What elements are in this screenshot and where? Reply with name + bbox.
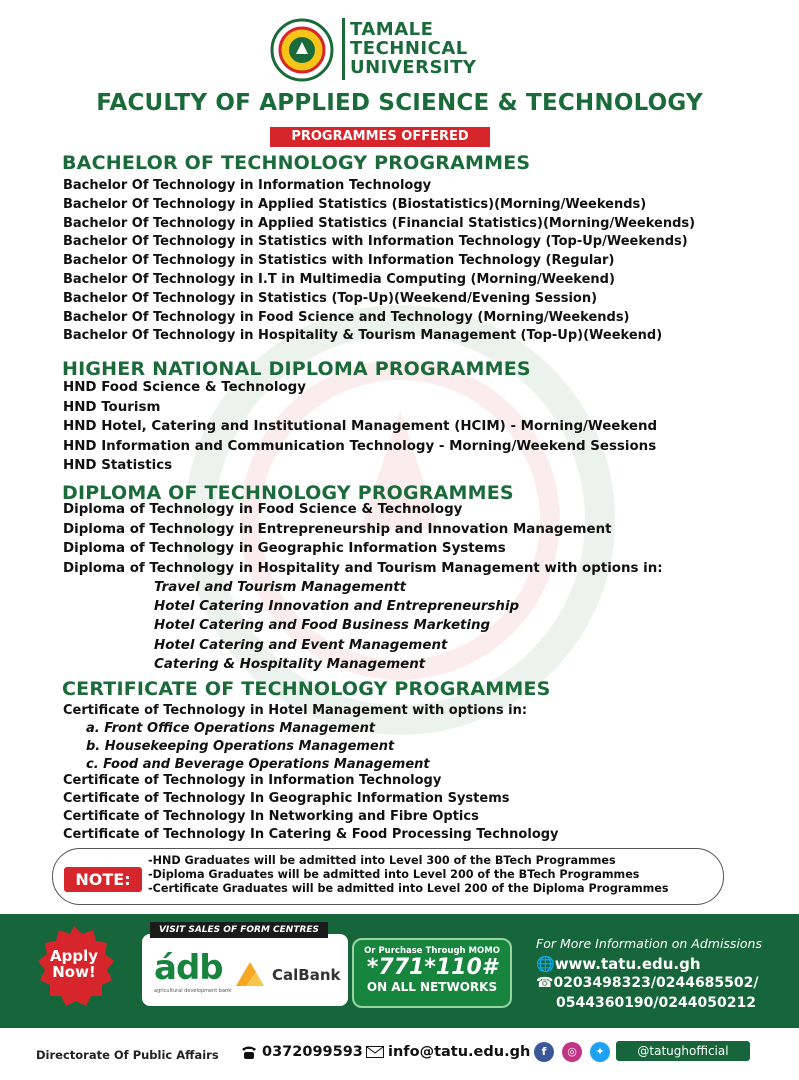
header	[0, 14, 799, 84]
momo-code: *771*110#	[366, 955, 498, 980]
note-line: -Certificate Graduates will be admitted into Level 200 of the Diploma Programmes	[148, 882, 669, 895]
info-title: For More Information on Admissions	[536, 936, 762, 951]
faculty-title: FACULTY OF APPLIED SCIENCE & TECHNOLOGY	[96, 90, 703, 116]
university-logo-icon	[270, 18, 334, 82]
list-item: HND Hotel, Catering and Institutional Management (HCIM) - Morning/Weekend	[63, 419, 658, 435]
info-panel	[536, 936, 762, 1013]
list-item: Certificate of Technology in Information Technology	[63, 773, 442, 788]
list-item: Certificate of Technology In Networking and Fibre Optics	[63, 809, 479, 824]
email-link[interactable]: info@tatu.edu.gh	[388, 1044, 531, 1060]
list-item: Bachelor Of Technology in Food Science and Technology (Morning/Weekends)	[63, 309, 630, 325]
list-item: HND Tourism	[63, 399, 161, 415]
list-item: Diploma of Technology in Hospitality and Tourism Management with options in:	[63, 560, 663, 576]
note-line: -Diploma Graduates will be admitted into Level 200 of the BTech Programmes	[148, 868, 640, 881]
list-item: Bachelor Of Technology in Applied Statistics (Biostatistics)(Morning/Weekends)	[63, 196, 647, 212]
option-item: Travel and Tourism Managementt	[154, 580, 407, 595]
list-item: Bachelor Of Technology in Applied Statistics (Financial Statistics)(Morning/Weekends)	[63, 215, 696, 231]
certificate-options	[86, 720, 430, 774]
logo-divider	[342, 18, 345, 80]
apply-line: Now!	[52, 963, 96, 981]
programmes-offered-badge: PROGRAMMES OFFERED	[270, 127, 490, 147]
list-item: Bachelor Of Technology in I.T in Multimedia Computing (Morning/Weekend)	[63, 271, 615, 287]
list-item: Bachelor Of Technology in Statistics (Top-Up)(Weekend/Evening Session)	[63, 290, 598, 306]
diploma-section-title: DIPLOMA OF TECHNOLOGY PROGRAMMES	[62, 482, 514, 504]
list-item: HND Statistics	[63, 458, 173, 474]
diploma-list	[63, 500, 663, 578]
phone-row	[536, 973, 762, 993]
instagram-icon[interactable]: ◎	[562, 1042, 582, 1062]
phone-icon: ☎	[536, 975, 554, 991]
note-tag: NOTE:	[64, 867, 142, 892]
website-row[interactable]	[536, 955, 762, 973]
note-lines	[148, 854, 669, 896]
momo-panel	[352, 938, 512, 1008]
momo-networks: ON ALL NETWORKS	[366, 980, 498, 994]
certificate-intro: Certificate of Technology in Hotel Management with options in:	[63, 703, 528, 718]
uni-name-line: TAMALE	[350, 19, 434, 40]
calbank-label: CalBank	[272, 966, 341, 984]
apply-now-label[interactable]	[32, 948, 116, 980]
diploma-options	[154, 578, 519, 674]
adb-logo: ádb	[154, 948, 223, 988]
bachelor-section-title: BACHELOR OF TECHNOLOGY PROGRAMMES	[62, 152, 531, 174]
phones-line: 0203498323/0244685502/	[553, 975, 759, 991]
telephone-icon	[240, 1044, 258, 1060]
phones-line-2: 0544360190/0244050212	[556, 995, 756, 1011]
option-item: c. Food and Beverage Operations Management	[86, 757, 430, 772]
note-line: -HND Graduates will be admitted into Level 300 of the BTech Programmes	[148, 854, 616, 867]
apply-line: Apply	[49, 947, 98, 965]
list-item: Certificate of Technology In Catering & Food Processing Technology	[63, 827, 559, 842]
university-name	[350, 20, 476, 77]
certificate-section-title: CERTIFICATE OF TECHNOLOGY PROGRAMMES	[62, 678, 551, 700]
adb-subtitle: agricultural development bank	[154, 988, 232, 994]
list-item: Diploma of Technology in Food Science & Technology	[63, 502, 463, 517]
website-link[interactable]: www.tatu.edu.gh	[554, 955, 701, 973]
twitter-icon[interactable]: ✦	[590, 1042, 610, 1062]
list-item: Bachelor Of Technology in Statistics with Information Technology (Regular)	[63, 253, 615, 269]
social-handle[interactable]: @tatughofficial	[616, 1041, 750, 1061]
list-item: HND Food Science & Technology	[63, 380, 306, 395]
list-item: Bachelor Of Technology in Statistics with Information Technology (Top-Up/Weekends)	[63, 234, 688, 250]
list-item: Diploma of Technology in Geographic Information Systems	[63, 541, 506, 557]
visit-label: VISIT SALES OF FORM CENTRES	[150, 922, 328, 938]
option-item: Catering & Hospitality Management	[154, 656, 426, 672]
certificate-list	[63, 772, 559, 844]
uni-name-line: UNIVERSITY	[350, 57, 477, 78]
option-item: b. Housekeeping Operations Management	[86, 739, 395, 754]
list-item: HND Information and Communication Technology - Morning/Weekend Sessions	[63, 438, 657, 454]
option-item: Hotel Catering and Event Management	[154, 637, 448, 653]
bachelor-list	[63, 177, 695, 346]
facebook-icon[interactable]: f	[534, 1042, 554, 1062]
momo-label: Or Purchase Through MOMO	[364, 946, 500, 956]
list-item: Bachelor Of Technology in Information Technology	[63, 178, 432, 193]
hnd-list	[63, 378, 657, 476]
calbank-logo-icon	[232, 958, 268, 990]
option-item: a. Front Office Operations Management	[86, 721, 376, 736]
list-item: Bachelor Of Technology in Hospitality & Tourism Management (Top-Up)(Weekend)	[63, 328, 663, 344]
list-item: Diploma of Technology in Entrepreneurship and Innovation Management	[63, 521, 612, 537]
option-item: Hotel Catering and Food Business Marketing	[154, 618, 491, 634]
option-item: Hotel Catering Innovation and Entrepreneurship	[154, 599, 520, 615]
list-item: Certificate of Technology In Geographic Information Systems	[63, 791, 510, 806]
directorate-label: Directorate Of Public Affairs	[36, 1048, 219, 1062]
uni-name-line: TECHNICAL	[350, 38, 468, 59]
mail-icon	[366, 1046, 384, 1058]
globe-icon: 🌐	[536, 955, 555, 973]
hnd-section-title: HIGHER NATIONAL DIPLOMA PROGRAMMES	[62, 358, 531, 380]
telephone-number[interactable]: 0372099593	[262, 1044, 363, 1060]
contact-bar	[0, 1038, 799, 1068]
